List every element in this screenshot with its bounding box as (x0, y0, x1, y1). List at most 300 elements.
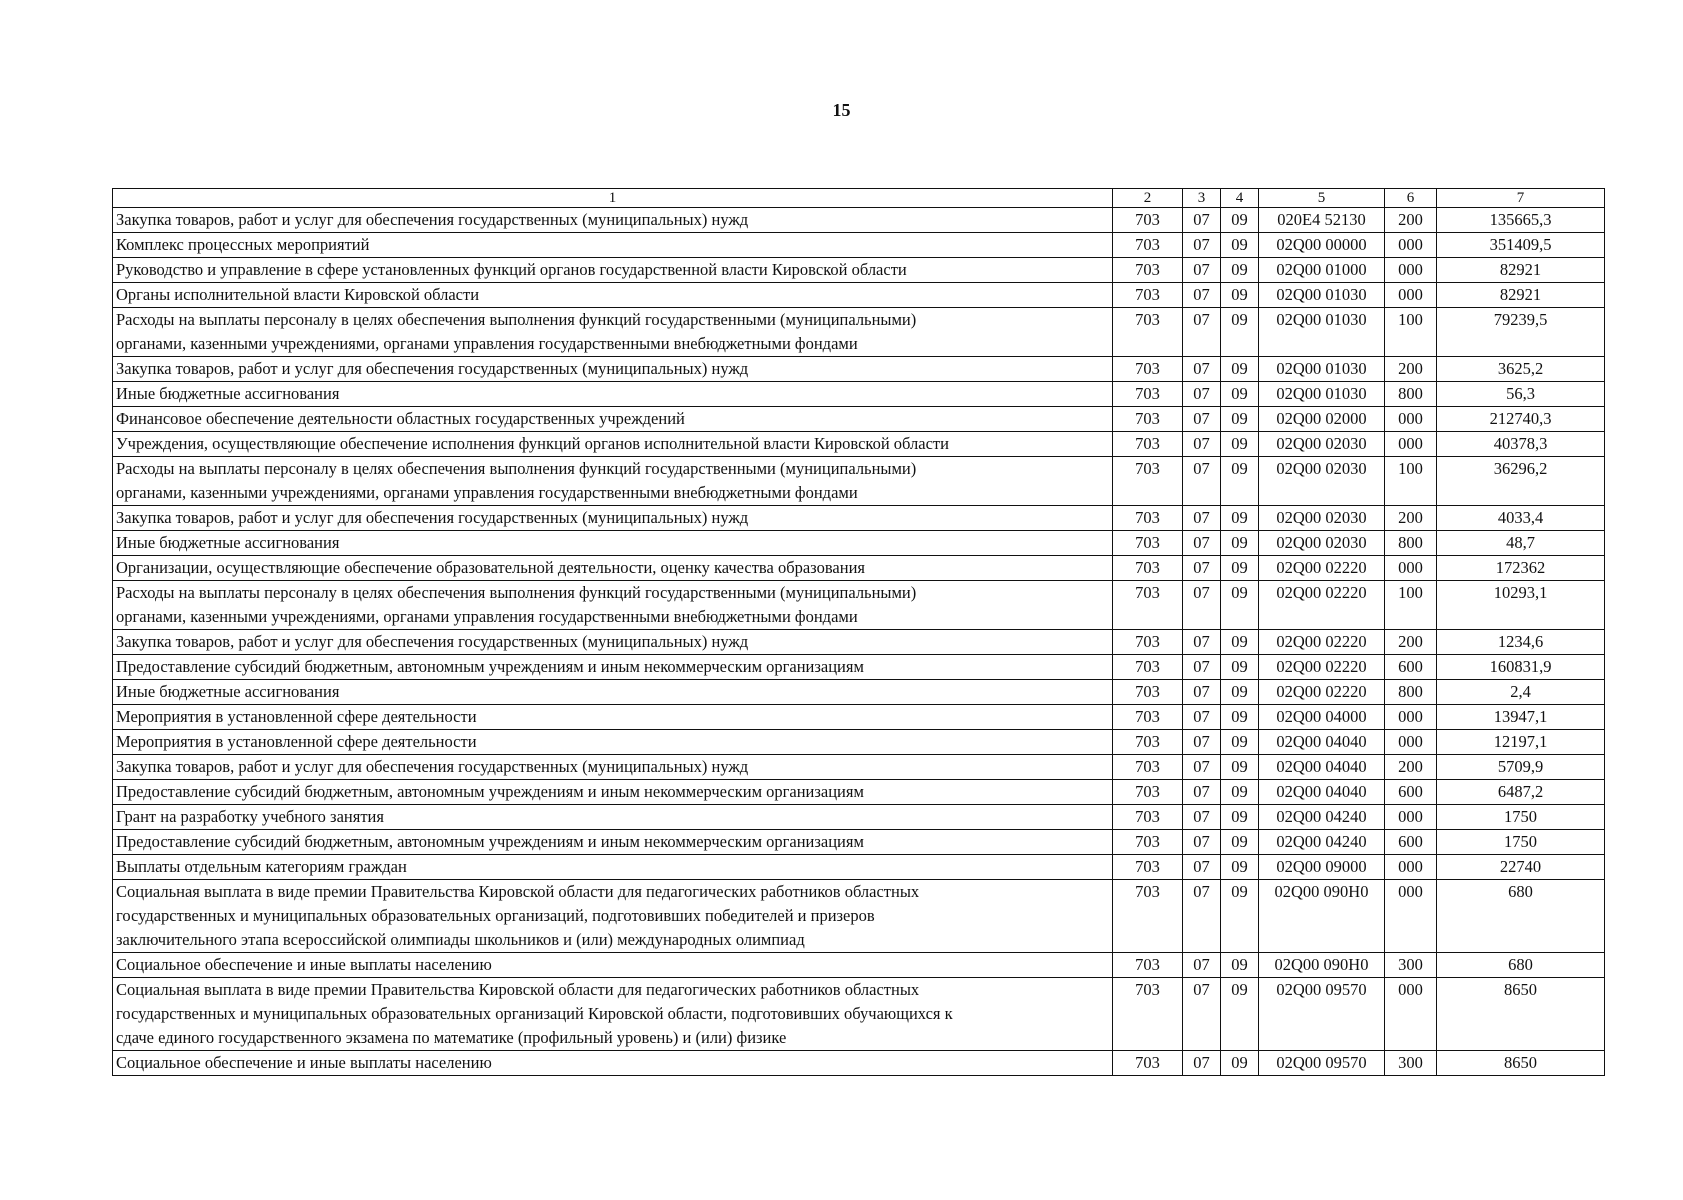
subsection-code-cell-text: 09 (1231, 857, 1248, 876)
section-code-cell (1183, 780, 1221, 805)
row-name-cell-text: Финансовое обеспечение деятельности областных государственных учреждений (116, 409, 685, 428)
subsection-code-cell-text: 09 (1231, 707, 1248, 726)
expense-type-cell-text: 300 (1398, 1053, 1423, 1072)
table-row (113, 357, 1605, 382)
subsection-code-cell (1221, 382, 1259, 407)
target-article-cell-text: 02Q00 04040 (1276, 732, 1367, 751)
amount-cell (1437, 855, 1605, 880)
row-name-cell (113, 457, 1113, 506)
row-name-cell (113, 308, 1113, 357)
target-article-cell-text: 02Q00 02030 (1276, 434, 1367, 453)
section-code-cell (1183, 432, 1221, 457)
section-code-cell-text: 07 (1193, 434, 1210, 453)
subsection-code-cell (1221, 780, 1259, 805)
section-code-cell-text: 07 (1193, 832, 1210, 851)
table-row (113, 705, 1605, 730)
section-code-cell-text: 07 (1193, 757, 1210, 776)
target-article-cell (1259, 556, 1385, 581)
subsection-code-cell (1221, 258, 1259, 283)
target-article-cell-text: 02Q00 01030 (1276, 285, 1367, 304)
expense-type-cell-text: 100 (1398, 310, 1423, 329)
target-article-cell-text: 02Q00 02000 (1276, 409, 1367, 428)
ministry-code-cell (1113, 233, 1183, 258)
section-code-cell (1183, 978, 1221, 1051)
ministry-code-cell (1113, 805, 1183, 830)
expense-type-cell-text: 000 (1398, 707, 1423, 726)
table-body (113, 208, 1605, 1076)
target-article-cell (1259, 357, 1385, 382)
expense-type-cell-text: 000 (1398, 434, 1423, 453)
row-name-cell-text: Выплаты отдельным категориям граждан (116, 857, 407, 876)
subsection-code-cell-text: 09 (1231, 434, 1248, 453)
row-name-cell (113, 805, 1113, 830)
amount-cell-text: 10293,1 (1493, 583, 1548, 602)
budget-table (112, 188, 1605, 1076)
table-row (113, 531, 1605, 556)
target-article-cell (1259, 407, 1385, 432)
amount-cell-text: 82921 (1499, 260, 1542, 279)
row-name-cell-text: Учреждения, осуществляющие обеспечение исполнения функций органов исполнительной власти Кировской области (116, 434, 949, 453)
row-name-cell-text: Мероприятия в установленной сфере деятельности (116, 732, 477, 751)
row-name-cell (113, 855, 1113, 880)
column-header: 5 (1259, 189, 1385, 208)
ministry-code-cell-text: 703 (1135, 757, 1160, 776)
expense-type-cell-text: 800 (1398, 384, 1423, 403)
section-code-cell-text: 07 (1193, 583, 1210, 602)
ministry-code-cell-text: 703 (1135, 807, 1160, 826)
amount-cell-text: 8650 (1504, 1053, 1537, 1072)
row-name-cell (113, 953, 1113, 978)
column-header: 4 (1221, 189, 1259, 208)
subsection-code-cell (1221, 432, 1259, 457)
section-code-cell-text: 07 (1193, 285, 1210, 304)
ministry-code-cell (1113, 581, 1183, 630)
row-name-cell-text: Закупка товаров, работ и услуг для обеспечения государственных (муниципальных) нужд (116, 757, 749, 776)
section-code-cell (1183, 283, 1221, 308)
expense-type-cell-text: 200 (1398, 210, 1423, 229)
target-article-cell (1259, 382, 1385, 407)
subsection-code-cell-text: 09 (1231, 583, 1248, 602)
expense-type-cell-text: 200 (1398, 359, 1423, 378)
ministry-code-cell (1113, 258, 1183, 283)
ministry-code-cell-text: 703 (1135, 980, 1160, 999)
row-name-cell (113, 1051, 1113, 1076)
ministry-code-cell (1113, 978, 1183, 1051)
ministry-code-cell-text: 703 (1135, 359, 1160, 378)
ministry-code-cell-text: 703 (1135, 285, 1160, 304)
expense-type-cell-text: 600 (1398, 832, 1423, 851)
target-article-cell (1259, 855, 1385, 880)
row-name-cell (113, 506, 1113, 531)
row-name-cell-text: Грант на разработку учебного занятия (116, 807, 384, 826)
target-article-cell (1259, 208, 1385, 233)
target-article-cell (1259, 1051, 1385, 1076)
amount-cell (1437, 506, 1605, 531)
subsection-code-cell-text: 09 (1231, 632, 1248, 651)
expense-type-cell (1385, 581, 1437, 630)
target-article-cell (1259, 506, 1385, 531)
section-code-cell (1183, 880, 1221, 953)
section-code-cell-text: 07 (1193, 310, 1210, 329)
table-row (113, 805, 1605, 830)
subsection-code-cell (1221, 805, 1259, 830)
expense-type-cell-text: 000 (1398, 807, 1423, 826)
subsection-code-cell-text: 09 (1231, 384, 1248, 403)
table-row (113, 233, 1605, 258)
row-name-cell-text: Иные бюджетные ассигнования (116, 384, 340, 403)
section-code-cell (1183, 407, 1221, 432)
subsection-code-cell (1221, 705, 1259, 730)
row-name-cell (113, 978, 1113, 1051)
row-name-cell-text: Социальная выплата в виде премии Правительства Кировской области для педагогических работников областных государственных и муниципальных образовательных организаций, подготовивших победителей и призеров заключительного этапа всероссийской олимпиады школьников и (или) международных олимпиад (116, 882, 920, 949)
expense-type-cell-text: 000 (1398, 558, 1423, 577)
target-article-cell-text: 02Q00 02030 (1276, 459, 1367, 478)
amount-cell-text: 12197,1 (1493, 732, 1548, 751)
subsection-code-cell (1221, 581, 1259, 630)
amount-cell (1437, 581, 1605, 630)
expense-type-cell (1385, 953, 1437, 978)
section-code-cell-text: 07 (1193, 260, 1210, 279)
section-code-cell (1183, 506, 1221, 531)
subsection-code-cell (1221, 506, 1259, 531)
subsection-code-cell (1221, 1051, 1259, 1076)
subsection-code-cell (1221, 357, 1259, 382)
table-row (113, 630, 1605, 655)
ministry-code-cell-text: 703 (1135, 1053, 1160, 1072)
row-name-cell (113, 556, 1113, 581)
table-row (113, 382, 1605, 407)
expense-type-cell (1385, 208, 1437, 233)
amount-cell-text: 3625,2 (1497, 359, 1544, 378)
subsection-code-cell (1221, 531, 1259, 556)
section-code-cell (1183, 830, 1221, 855)
subsection-code-cell (1221, 880, 1259, 953)
expense-type-cell (1385, 556, 1437, 581)
target-article-cell (1259, 830, 1385, 855)
column-header: 6 (1385, 189, 1437, 208)
section-code-cell-text: 07 (1193, 980, 1210, 999)
section-code-cell (1183, 357, 1221, 382)
row-name-cell-text: Социальное обеспечение и иные выплаты населению (116, 1053, 492, 1072)
target-article-cell-text: 02Q00 01030 (1276, 384, 1367, 403)
section-code-cell-text: 07 (1193, 882, 1210, 901)
ministry-code-cell-text: 703 (1135, 632, 1160, 651)
amount-cell (1437, 655, 1605, 680)
expense-type-cell (1385, 755, 1437, 780)
section-code-cell (1183, 258, 1221, 283)
ministry-code-cell-text: 703 (1135, 434, 1160, 453)
ministry-code-cell (1113, 730, 1183, 755)
subsection-code-cell-text: 09 (1231, 757, 1248, 776)
section-code-cell (1183, 308, 1221, 357)
row-name-cell (113, 233, 1113, 258)
row-name-cell-text: Иные бюджетные ассигнования (116, 533, 340, 552)
row-name-cell (113, 830, 1113, 855)
section-code-cell-text: 07 (1193, 732, 1210, 751)
section-code-cell-text: 07 (1193, 533, 1210, 552)
target-article-cell (1259, 730, 1385, 755)
section-code-cell-text: 07 (1193, 235, 1210, 254)
row-name-cell (113, 283, 1113, 308)
target-article-cell (1259, 755, 1385, 780)
table-row (113, 208, 1605, 233)
amount-cell (1437, 457, 1605, 506)
subsection-code-cell (1221, 208, 1259, 233)
target-article-cell-text: 020E4 52130 (1277, 210, 1366, 229)
target-article-cell-text: 02Q00 04040 (1276, 782, 1367, 801)
row-name-cell-text: Комплекс процессных мероприятий (116, 235, 370, 254)
expense-type-cell (1385, 1051, 1437, 1076)
target-article-cell (1259, 283, 1385, 308)
subsection-code-cell (1221, 680, 1259, 705)
target-article-cell (1259, 308, 1385, 357)
target-article-cell-text: 02Q00 02220 (1276, 583, 1367, 602)
ministry-code-cell-text: 703 (1135, 459, 1160, 478)
expense-type-cell-text: 800 (1398, 682, 1423, 701)
target-article-cell-text: 02Q00 02220 (1276, 657, 1367, 676)
section-code-cell-text: 07 (1193, 558, 1210, 577)
target-article-cell-text: 02Q00 02220 (1276, 632, 1367, 651)
amount-cell (1437, 730, 1605, 755)
ministry-code-cell-text: 703 (1135, 210, 1160, 229)
row-name-cell (113, 755, 1113, 780)
subsection-code-cell-text: 09 (1231, 682, 1248, 701)
section-code-cell (1183, 1051, 1221, 1076)
row-name-cell-text: Расходы на выплаты персоналу в целях обеспечения выполнения функций государственными (муниципальными) органами, казенными учреждениями, органами управления государственными внебюджетными фондами (116, 583, 917, 626)
subsection-code-cell (1221, 556, 1259, 581)
expense-type-cell (1385, 978, 1437, 1051)
expense-type-cell-text: 200 (1398, 508, 1423, 527)
expense-type-cell (1385, 680, 1437, 705)
ministry-code-cell (1113, 432, 1183, 457)
target-article-cell (1259, 531, 1385, 556)
expense-type-cell-text: 000 (1398, 732, 1423, 751)
subsection-code-cell (1221, 233, 1259, 258)
subsection-code-cell-text: 09 (1231, 732, 1248, 751)
table-row (113, 855, 1605, 880)
table-row (113, 755, 1605, 780)
amount-cell-text: 4033,4 (1497, 508, 1544, 527)
section-code-cell (1183, 680, 1221, 705)
row-name-cell (113, 680, 1113, 705)
table-row (113, 953, 1605, 978)
expense-type-cell (1385, 630, 1437, 655)
expense-type-cell (1385, 880, 1437, 953)
section-code-cell (1183, 805, 1221, 830)
amount-cell (1437, 308, 1605, 357)
expense-type-cell (1385, 357, 1437, 382)
amount-cell-text: 79239,5 (1493, 310, 1548, 329)
target-article-cell-text: 02Q00 090H0 (1274, 955, 1369, 974)
subsection-code-cell-text: 09 (1231, 955, 1248, 974)
ministry-code-cell (1113, 680, 1183, 705)
target-article-cell (1259, 680, 1385, 705)
amount-cell-text: 56,3 (1506, 384, 1535, 403)
column-header: 2 (1113, 189, 1183, 208)
table-row (113, 432, 1605, 457)
expense-type-cell-text: 000 (1398, 980, 1423, 999)
amount-cell (1437, 630, 1605, 655)
expense-type-cell-text: 200 (1398, 757, 1423, 776)
ministry-code-cell (1113, 457, 1183, 506)
row-name-cell-text: Иные бюджетные ассигнования (116, 682, 340, 701)
target-article-cell-text: 02Q00 04000 (1276, 707, 1367, 726)
expense-type-cell (1385, 407, 1437, 432)
amount-cell (1437, 283, 1605, 308)
ministry-code-cell (1113, 308, 1183, 357)
row-name-cell (113, 880, 1113, 953)
table-header-row (113, 189, 1605, 208)
ministry-code-cell-text: 703 (1135, 310, 1160, 329)
ministry-code-cell (1113, 705, 1183, 730)
subsection-code-cell-text: 09 (1231, 210, 1248, 229)
section-code-cell (1183, 581, 1221, 630)
subsection-code-cell (1221, 283, 1259, 308)
ministry-code-cell-text: 703 (1135, 235, 1160, 254)
amount-cell (1437, 680, 1605, 705)
column-header: 1 (113, 189, 1113, 208)
table-row (113, 680, 1605, 705)
column-header: 3 (1183, 189, 1221, 208)
amount-cell (1437, 805, 1605, 830)
ministry-code-cell (1113, 382, 1183, 407)
amount-cell (1437, 407, 1605, 432)
page-number: 15 (832, 100, 851, 120)
subsection-code-cell-text: 09 (1231, 359, 1248, 378)
subsection-code-cell-text: 09 (1231, 782, 1248, 801)
target-article-cell-text: 02Q00 090H0 (1274, 882, 1369, 901)
amount-cell (1437, 705, 1605, 730)
section-code-cell (1183, 953, 1221, 978)
ministry-code-cell-text: 703 (1135, 955, 1160, 974)
section-code-cell-text: 07 (1193, 1053, 1210, 1072)
subsection-code-cell (1221, 953, 1259, 978)
expense-type-cell-text: 100 (1398, 459, 1423, 478)
ministry-code-cell-text: 703 (1135, 732, 1160, 751)
ministry-code-cell (1113, 531, 1183, 556)
ministry-code-cell (1113, 506, 1183, 531)
subsection-code-cell (1221, 655, 1259, 680)
target-article-cell-text: 02Q00 04240 (1276, 832, 1367, 851)
subsection-code-cell-text: 09 (1231, 1053, 1248, 1072)
target-article-cell (1259, 880, 1385, 953)
amount-cell (1437, 531, 1605, 556)
subsection-code-cell (1221, 755, 1259, 780)
amount-cell (1437, 233, 1605, 258)
target-article-cell-text: 02Q00 04040 (1276, 757, 1367, 776)
row-name-cell (113, 705, 1113, 730)
target-article-cell (1259, 233, 1385, 258)
amount-cell-text: 1234,6 (1497, 632, 1544, 651)
subsection-code-cell-text: 09 (1231, 558, 1248, 577)
amount-cell (1437, 830, 1605, 855)
amount-cell-text: 82921 (1499, 285, 1542, 304)
amount-cell-text: 680 (1508, 955, 1533, 974)
amount-cell (1437, 1051, 1605, 1076)
expense-type-cell (1385, 705, 1437, 730)
expense-type-cell-text: 300 (1398, 955, 1423, 974)
section-code-cell-text: 07 (1193, 807, 1210, 826)
subsection-code-cell-text: 09 (1231, 310, 1248, 329)
row-name-cell-text: Организации, осуществляющие обеспечение образовательной деятельности, оценку качества образования (116, 558, 865, 577)
amount-cell-text: 6487,2 (1497, 782, 1544, 801)
amount-cell (1437, 953, 1605, 978)
ministry-code-cell-text: 703 (1135, 782, 1160, 801)
target-article-cell-text: 02Q00 09000 (1276, 857, 1367, 876)
expense-type-cell-text: 000 (1398, 857, 1423, 876)
row-name-cell (113, 407, 1113, 432)
target-article-cell-text: 02Q00 01030 (1276, 359, 1367, 378)
table-row (113, 780, 1605, 805)
amount-cell (1437, 780, 1605, 805)
row-name-cell (113, 655, 1113, 680)
expense-type-cell-text: 600 (1398, 782, 1423, 801)
amount-cell-text: 135665,3 (1489, 210, 1552, 229)
section-code-cell-text: 07 (1193, 508, 1210, 527)
section-code-cell-text: 07 (1193, 682, 1210, 701)
section-code-cell (1183, 755, 1221, 780)
subsection-code-cell-text: 09 (1231, 260, 1248, 279)
table-row (113, 506, 1605, 531)
amount-cell-text: 351409,5 (1489, 235, 1552, 254)
ministry-code-cell (1113, 655, 1183, 680)
expense-type-cell (1385, 805, 1437, 830)
expense-type-cell (1385, 531, 1437, 556)
amount-cell (1437, 208, 1605, 233)
target-article-cell-text: 02Q00 01030 (1276, 310, 1367, 329)
table-row (113, 457, 1605, 506)
ministry-code-cell (1113, 880, 1183, 953)
section-code-cell-text: 07 (1193, 459, 1210, 478)
column-header: 7 (1437, 189, 1605, 208)
section-code-cell (1183, 233, 1221, 258)
ministry-code-cell (1113, 283, 1183, 308)
row-name-cell (113, 382, 1113, 407)
target-article-cell (1259, 581, 1385, 630)
amount-cell-text: 2,4 (1510, 682, 1531, 701)
ministry-code-cell (1113, 830, 1183, 855)
amount-cell-text: 8650 (1504, 980, 1537, 999)
subsection-code-cell-text: 09 (1231, 285, 1248, 304)
ministry-code-cell-text: 703 (1135, 533, 1160, 552)
target-article-cell (1259, 432, 1385, 457)
amount-cell-text: 680 (1508, 882, 1533, 901)
table-row (113, 556, 1605, 581)
section-code-cell (1183, 705, 1221, 730)
ministry-code-cell (1113, 357, 1183, 382)
target-article-cell-text: 02Q00 09570 (1276, 980, 1367, 999)
amount-cell-text: 5709,9 (1497, 757, 1544, 776)
expense-type-cell (1385, 457, 1437, 506)
expense-type-cell (1385, 506, 1437, 531)
target-article-cell-text: 02Q00 09570 (1276, 1053, 1367, 1072)
row-name-cell-text: Закупка товаров, работ и услуг для обеспечения государственных (муниципальных) нужд (116, 632, 749, 651)
section-code-cell (1183, 855, 1221, 880)
row-name-cell-text: Расходы на выплаты персоналу в целях обеспечения выполнения функций государственными (муниципальными) органами, казенными учреждениями, органами управления государственными внебюджетными фондами (116, 310, 917, 353)
row-name-cell-text: Предоставление субсидий бюджетным, автономным учреждениям и иным некоммерческим организациям (116, 832, 864, 851)
expense-type-cell-text: 000 (1398, 260, 1423, 279)
table-row (113, 880, 1605, 953)
ministry-code-cell (1113, 855, 1183, 880)
amount-cell (1437, 880, 1605, 953)
expense-type-cell-text: 100 (1398, 583, 1423, 602)
target-article-cell (1259, 978, 1385, 1051)
ministry-code-cell (1113, 556, 1183, 581)
row-name-cell (113, 531, 1113, 556)
target-article-cell (1259, 805, 1385, 830)
expense-type-cell (1385, 283, 1437, 308)
ministry-code-cell-text: 703 (1135, 857, 1160, 876)
